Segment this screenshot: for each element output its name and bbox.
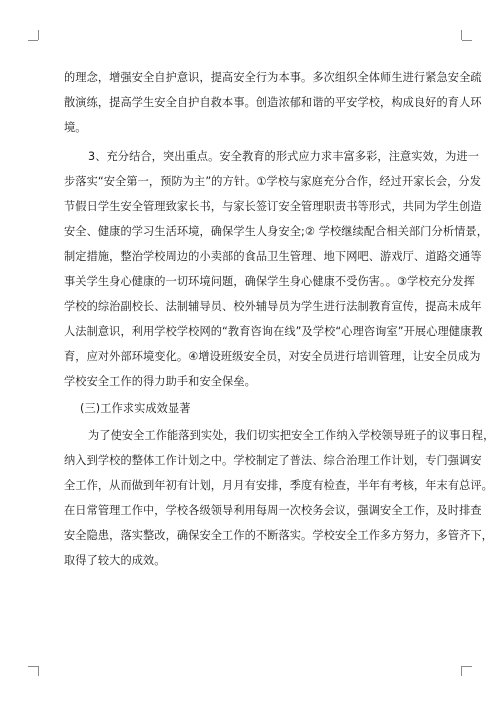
text-line: 境。 — [64, 121, 87, 134]
text-line: 3、充分结合，突出重点。安全教育的形式应力求丰富多彩，注意实效，为进一 — [88, 150, 479, 163]
text-line: 在日常管理工作中，学校各级领导利用每周一次校务会议，强调安全工作，及时排查 — [64, 504, 482, 517]
crop-mark-bottom-left-h — [28, 666, 38, 667]
text-line: 纳入到学校的整体工作计划之中。学校制定了普法、综合治理工作计划，专门强调安 — [64, 454, 482, 467]
text-line: 全工作，从而做到年初有计划，月月有安排，季度有检查，半年有考核，年末有总评。 — [64, 479, 493, 492]
text-line: 育，应对外部环境变化。④增设班级安全员，对安全员进行培训管理，让安全员成为 — [64, 350, 481, 363]
text-line: 学校安全工作的得力助手和安全保垒。 — [64, 375, 256, 388]
crop-mark-top-right-v — [461, 30, 462, 40]
text-line: 安全隐患，落实整改，确保安全工作的不断落实。学校安全工作多方努力，多管齐下， — [64, 529, 493, 542]
text-line: 的理念，增强安全自护意识，提高安全行为本事。多次组织全体师生进行紧急安全疏 — [64, 71, 482, 84]
crop-mark-top-left-h — [28, 40, 38, 41]
crop-mark-bottom-left-v — [38, 666, 39, 676]
crop-mark-bottom-right-h — [462, 666, 472, 667]
section-heading: (三)工作求实成效显著 — [80, 402, 191, 415]
text-line: 制定措施，整治学校周边的小卖部的食品卫生管理、地下网吧、游戏厅、道路交通等 — [64, 250, 482, 263]
crop-mark-top-right-h — [462, 40, 472, 41]
text-line: 散演练，提高学生安全自护自救本事。创造浓郁和谐的平安学校，构成良好的育人环 — [64, 96, 482, 109]
text-line: 事关学生身心健康的一切环境问题，确保学生身心健康不受伤害。。③学校充分发挥 — [64, 275, 475, 288]
text-line: 步落实“安全第一，预防为主”的方针。①学校与家庭充分合作，经过开家长会，分发 — [64, 175, 481, 188]
text-line: 安全、健康的学习生活环境，确保学生人身安全;② 学校继续配合相关部门分析情景， — [64, 225, 489, 238]
text-line: 人法制意识，利用学校学校网的“教育咨询在线”及学校“心理咨询室”开展心理健康教 — [64, 325, 483, 338]
text-line: 为了使安全工作能落到实处，我们切实把安全工作纳入学校领导班子的议事日程， — [88, 429, 495, 442]
text-line: 学校的综治副校长、法制辅导员、校外辅导员为学生进行法制教育宣传，提高未成年 — [64, 300, 482, 313]
text-line: 节假日学生安全管理致家长书，与家长签订安全管理职责书等形式，共同为学生创造 — [64, 200, 482, 213]
crop-mark-bottom-right-v — [461, 666, 462, 676]
text-line: 取得了较大的成效。 — [64, 554, 166, 567]
crop-mark-top-left-v — [38, 30, 39, 40]
